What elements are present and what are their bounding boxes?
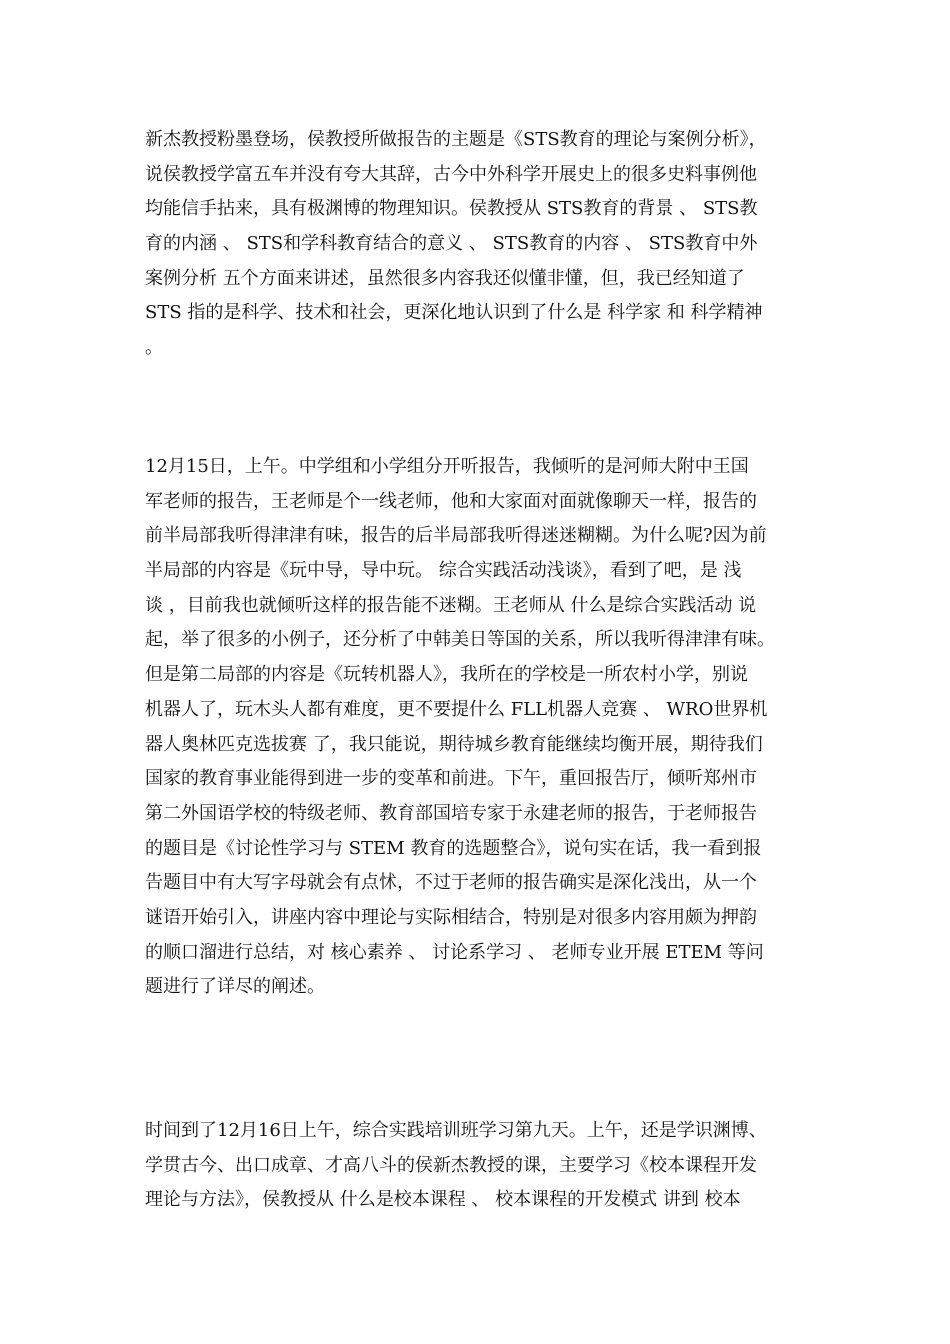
text-line: 说侯教授学富五车并没有夸大其辞，古今中外科学开展史上的很多史料事例他 [145,163,757,185]
text-line: 题进行了详尽的阐述。 [145,976,325,998]
text-line: 但是第二局部的内容是《玩转机器人》，我所在的学校是一所农村小学，别说 [145,664,748,686]
paragraph-1 [145,123,815,366]
paragraph-3 [145,1114,815,1218]
text-line: 告题目中有大写字母就会有点怵，不过于老师的报告确实是深化浅出，从一个 [145,872,757,894]
text-line: 12月15日，上午。中学组和小学组分开听报告，我倾听的是河师大附中王国 [145,456,749,477]
text-line: 的顺口溜进行总结，对 核心素养 、 讨论系学习 、 老师专业开展 ETEM 等问 [145,941,764,963]
text-line: 案例分析 五个方面来讲述，虽然很多内容我还似懂非懂，但，我已经知道了 [145,267,745,289]
text-line: 军老师的报告，王老师是个一线老师，他和大家面对面就像聊天一样，报告的 [145,490,757,512]
text-line: 机器人了，玩木头人都有难度，更不要提什么 FLL机器人竞赛 、 WRO世界机 [145,698,768,720]
text-line: 半局部的内容是《玩中导，导中玩。 综合实践活动浅谈》，看到了吧，是 浅 [145,560,742,582]
text-line: 谈 ，目前我也就倾听这样的报告能不迷糊。王老师从 什么是综合实践活动 说 [145,594,757,616]
paragraph-2 [145,450,815,1005]
text-line: 新杰教授粉墨登场，侯教授所做报告的主题是《STS教育的理论与案例分析》， [145,129,767,150]
text-line: 第二外国语学校的特级老师、教育部国培专家于永建老师的报告，于老师报告 [145,802,757,824]
text-line: 前半局部我听得津津有味，报告的后半局部我听得迷迷糊糊。为什么呢?因为前 [145,525,767,547]
text-line: 国家的教育事业能得到进一步的变革和前进。下午，重回报告厅，倾听郑州市 [145,768,757,790]
text-line: 谜语开始引入，讲座内容中理论与实际相结合，特别是对很多内容用颇为押韵 [145,906,757,928]
text-line: 时间到了12月16日上午，综合实践培训班学习第九天。上午，还是学识渊博、 [145,1120,767,1141]
text-line: 均能信手拈来，具有极渊博的物理知识。侯教授从 STS教育的背景 、 STS教 [145,198,758,220]
text-line: 。 [145,337,163,359]
text-line: STS 指的是科学、技术和社会，更深化地认识到了什么是 科学家 和 科学精神 [145,302,763,324]
text-line: 起，举了很多的小例子，还分析了中韩美日等国的关系，所以我听得津津有味。 [145,629,775,651]
text-line: 学贯古今、出口成章、才高八斗的侯新杰教授的课，主要学习《校本课程开发 [145,1154,757,1176]
text-line: 育的内涵 、 STS和学科教育结合的意义 、 STS教育的内容 、 STS教育中外 [145,233,758,255]
text-line: 器人奥林匹克选拔赛 了，我只能说，期待城乡教育能继续均衡开展，期待我们 [145,733,763,755]
text-line: 理论与方法》，侯教授从 什么是校本课程 、 校本课程的开发模式 讲到 校本 [145,1189,741,1211]
text-line: 的题目是《讨论性学习与 STEM 教育的选题整合》，说句实在话，我一看到报 [145,837,762,859]
